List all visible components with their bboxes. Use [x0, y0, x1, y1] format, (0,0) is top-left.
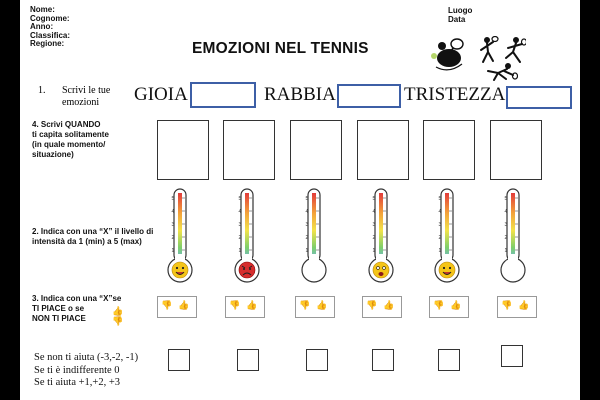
rating-checkbox[interactable] — [237, 349, 259, 371]
thumbs-up-icon[interactable]: 👍 — [178, 300, 190, 310]
rating-line: Se ti aiuta +1,+2, +3 — [34, 377, 121, 388]
thumbs-down-icon[interactable]: 👎 — [433, 300, 445, 310]
scale-number: 5 — [438, 196, 442, 202]
page-title: EMOZIONI NEL TENNIS — [192, 40, 369, 57]
scale-number: 5 — [238, 196, 242, 202]
question-4-line: 4. Scrivi QUANDO — [32, 120, 101, 129]
scale-number: 4 — [438, 209, 442, 215]
scale-number: 2 — [372, 235, 376, 241]
situation-box[interactable] — [290, 120, 342, 180]
scale-number: 1 — [504, 248, 508, 254]
year-field-label: Anno: — [30, 22, 54, 32]
joy-answer-box[interactable] — [190, 82, 256, 108]
scale-number: 3 — [504, 222, 508, 228]
scale-number: 5 — [305, 196, 309, 202]
situation-box[interactable] — [490, 120, 542, 180]
scale-number: 4 — [238, 209, 242, 215]
situation-box[interactable] — [357, 120, 409, 180]
place-field-label: Luogo — [448, 6, 473, 15]
intensity-thermometer[interactable] — [366, 188, 396, 284]
rating-line: Se ti è indifferente 0 — [34, 364, 120, 376]
intensity-thermometer[interactable] — [498, 188, 528, 284]
question-3-line: 3. Indica con una “X”se — [32, 294, 122, 303]
anger-answer-box[interactable] — [337, 84, 401, 108]
rating-checkbox[interactable] — [501, 345, 523, 367]
legend-icons — [112, 306, 123, 326]
tennis-player-icon — [482, 62, 518, 82]
thumbs-up-icon[interactable]: 👍 — [316, 300, 328, 310]
question-2-line: intensità da 1 (min) a 5 (max) — [32, 237, 142, 246]
like-dislike-choice[interactable] — [429, 296, 469, 318]
situation-box[interactable] — [157, 120, 209, 180]
like-dislike-choice[interactable] — [295, 296, 335, 318]
scale-number: 2 — [504, 235, 508, 241]
thumbs-down-icon[interactable]: 👎 — [161, 300, 173, 310]
rating-checkbox[interactable] — [372, 349, 394, 371]
thumbs-down-icon[interactable]: 👎 — [501, 300, 513, 310]
intensity-thermometer[interactable] — [232, 188, 262, 284]
scale-number: 2 — [238, 235, 242, 241]
thumbs-down-icon[interactable]: 👎 — [229, 300, 241, 310]
scale-number: 1 — [438, 248, 442, 254]
scale-number: 3 — [372, 222, 376, 228]
thermometer-drawing — [165, 188, 195, 284]
question-2-label — [32, 227, 153, 247]
thermometer-drawing — [498, 188, 528, 284]
tennis-player-silhouette-icon — [430, 36, 466, 74]
thumbs-up-icon: 👍 — [112, 306, 124, 316]
date-field-label: Data — [448, 15, 466, 24]
like-dislike-choice[interactable] — [497, 296, 537, 318]
scale-number: 3 — [238, 222, 242, 228]
rating-checkbox[interactable] — [438, 349, 460, 371]
scale-number: 5 — [372, 196, 376, 202]
ranking-field-label: Classifica: — [30, 30, 71, 40]
scale-number: 4 — [372, 209, 376, 215]
scale-number: 4 — [504, 209, 508, 215]
question-4-label — [32, 120, 109, 160]
place-date-fields — [448, 6, 472, 24]
question-1-text — [62, 85, 110, 109]
region-field-label: Regione: — [30, 39, 65, 49]
thermometer-drawing — [432, 188, 462, 284]
scale-number: 5 — [504, 196, 508, 202]
rating-instructions — [34, 352, 138, 390]
question-4-line: situazione) — [32, 150, 74, 159]
emotion-label-sadness: TRISTEZZA — [404, 84, 506, 105]
scale-number: 1 — [372, 248, 376, 254]
thermometer-drawing — [366, 188, 396, 284]
rating-checkbox[interactable] — [168, 349, 190, 371]
scale-number: 1 — [305, 248, 309, 254]
question-3-line: NON TI PIACE — [32, 314, 86, 323]
scale-number: 1 — [171, 248, 175, 254]
scale-number: 5 — [171, 196, 175, 202]
question-1-line: emozioni — [62, 97, 100, 108]
scale-number: 1 — [238, 248, 242, 254]
thumbs-down-icon[interactable]: 👎 — [299, 300, 311, 310]
surname-field-label: Cognome: — [30, 13, 70, 23]
question-4-line: (in quale momento/ — [32, 140, 106, 149]
thermometer-drawing — [232, 188, 262, 284]
scale-number: 3 — [305, 222, 309, 228]
scale-number: 4 — [171, 209, 175, 215]
sadness-answer-box[interactable] — [506, 86, 572, 109]
question-2-line: 2. Indica con una “X” il livello di — [32, 227, 154, 236]
question-4-line: ti capita solitamente — [32, 130, 109, 139]
intensity-thermometer[interactable] — [299, 188, 329, 284]
worksheet — [20, 0, 580, 400]
scale-number: 3 — [438, 222, 442, 228]
situation-box[interactable] — [423, 120, 475, 180]
scale-number: 3 — [171, 222, 175, 228]
tennis-player-icon — [478, 36, 500, 64]
like-dislike-choice[interactable] — [157, 296, 197, 318]
question-3-line: TI PIACE o se — [32, 304, 85, 313]
student-fields — [30, 6, 70, 49]
question-3-label — [32, 294, 124, 326]
intensity-thermometer[interactable] — [165, 188, 195, 284]
rating-checkbox[interactable] — [306, 349, 328, 371]
thumbs-down-icon: 👎 — [112, 316, 124, 326]
thumbs-down-icon[interactable]: 👎 — [366, 300, 378, 310]
name-field-label: Nome: — [30, 5, 55, 14]
thermometer-drawing — [299, 188, 329, 284]
tennis-player-icon — [502, 36, 526, 64]
question-1-number: 1. — [38, 85, 46, 96]
emotion-label-joy: GIOIA — [134, 84, 188, 105]
thumbs-up-icon[interactable]: 👍 — [383, 300, 395, 310]
scale-number: 2 — [305, 235, 309, 241]
thumbs-up-icon[interactable]: 👍 — [246, 300, 258, 310]
like-dislike-choice[interactable] — [225, 296, 265, 318]
question-1-line: Scrivi le tue — [62, 85, 111, 96]
like-dislike-choice[interactable] — [362, 296, 402, 318]
scale-number: 2 — [438, 235, 442, 241]
intensity-thermometer[interactable] — [432, 188, 462, 284]
emotion-label-anger: RABBIA — [264, 84, 336, 105]
rating-line: Se non ti aiuta (-3,-2, -1) — [34, 352, 139, 363]
thumbs-up-icon[interactable]: 👍 — [518, 300, 530, 310]
thumbs-up-icon[interactable]: 👍 — [450, 300, 462, 310]
scale-number: 2 — [171, 235, 175, 241]
situation-box[interactable] — [223, 120, 275, 180]
scale-number: 4 — [305, 209, 309, 215]
